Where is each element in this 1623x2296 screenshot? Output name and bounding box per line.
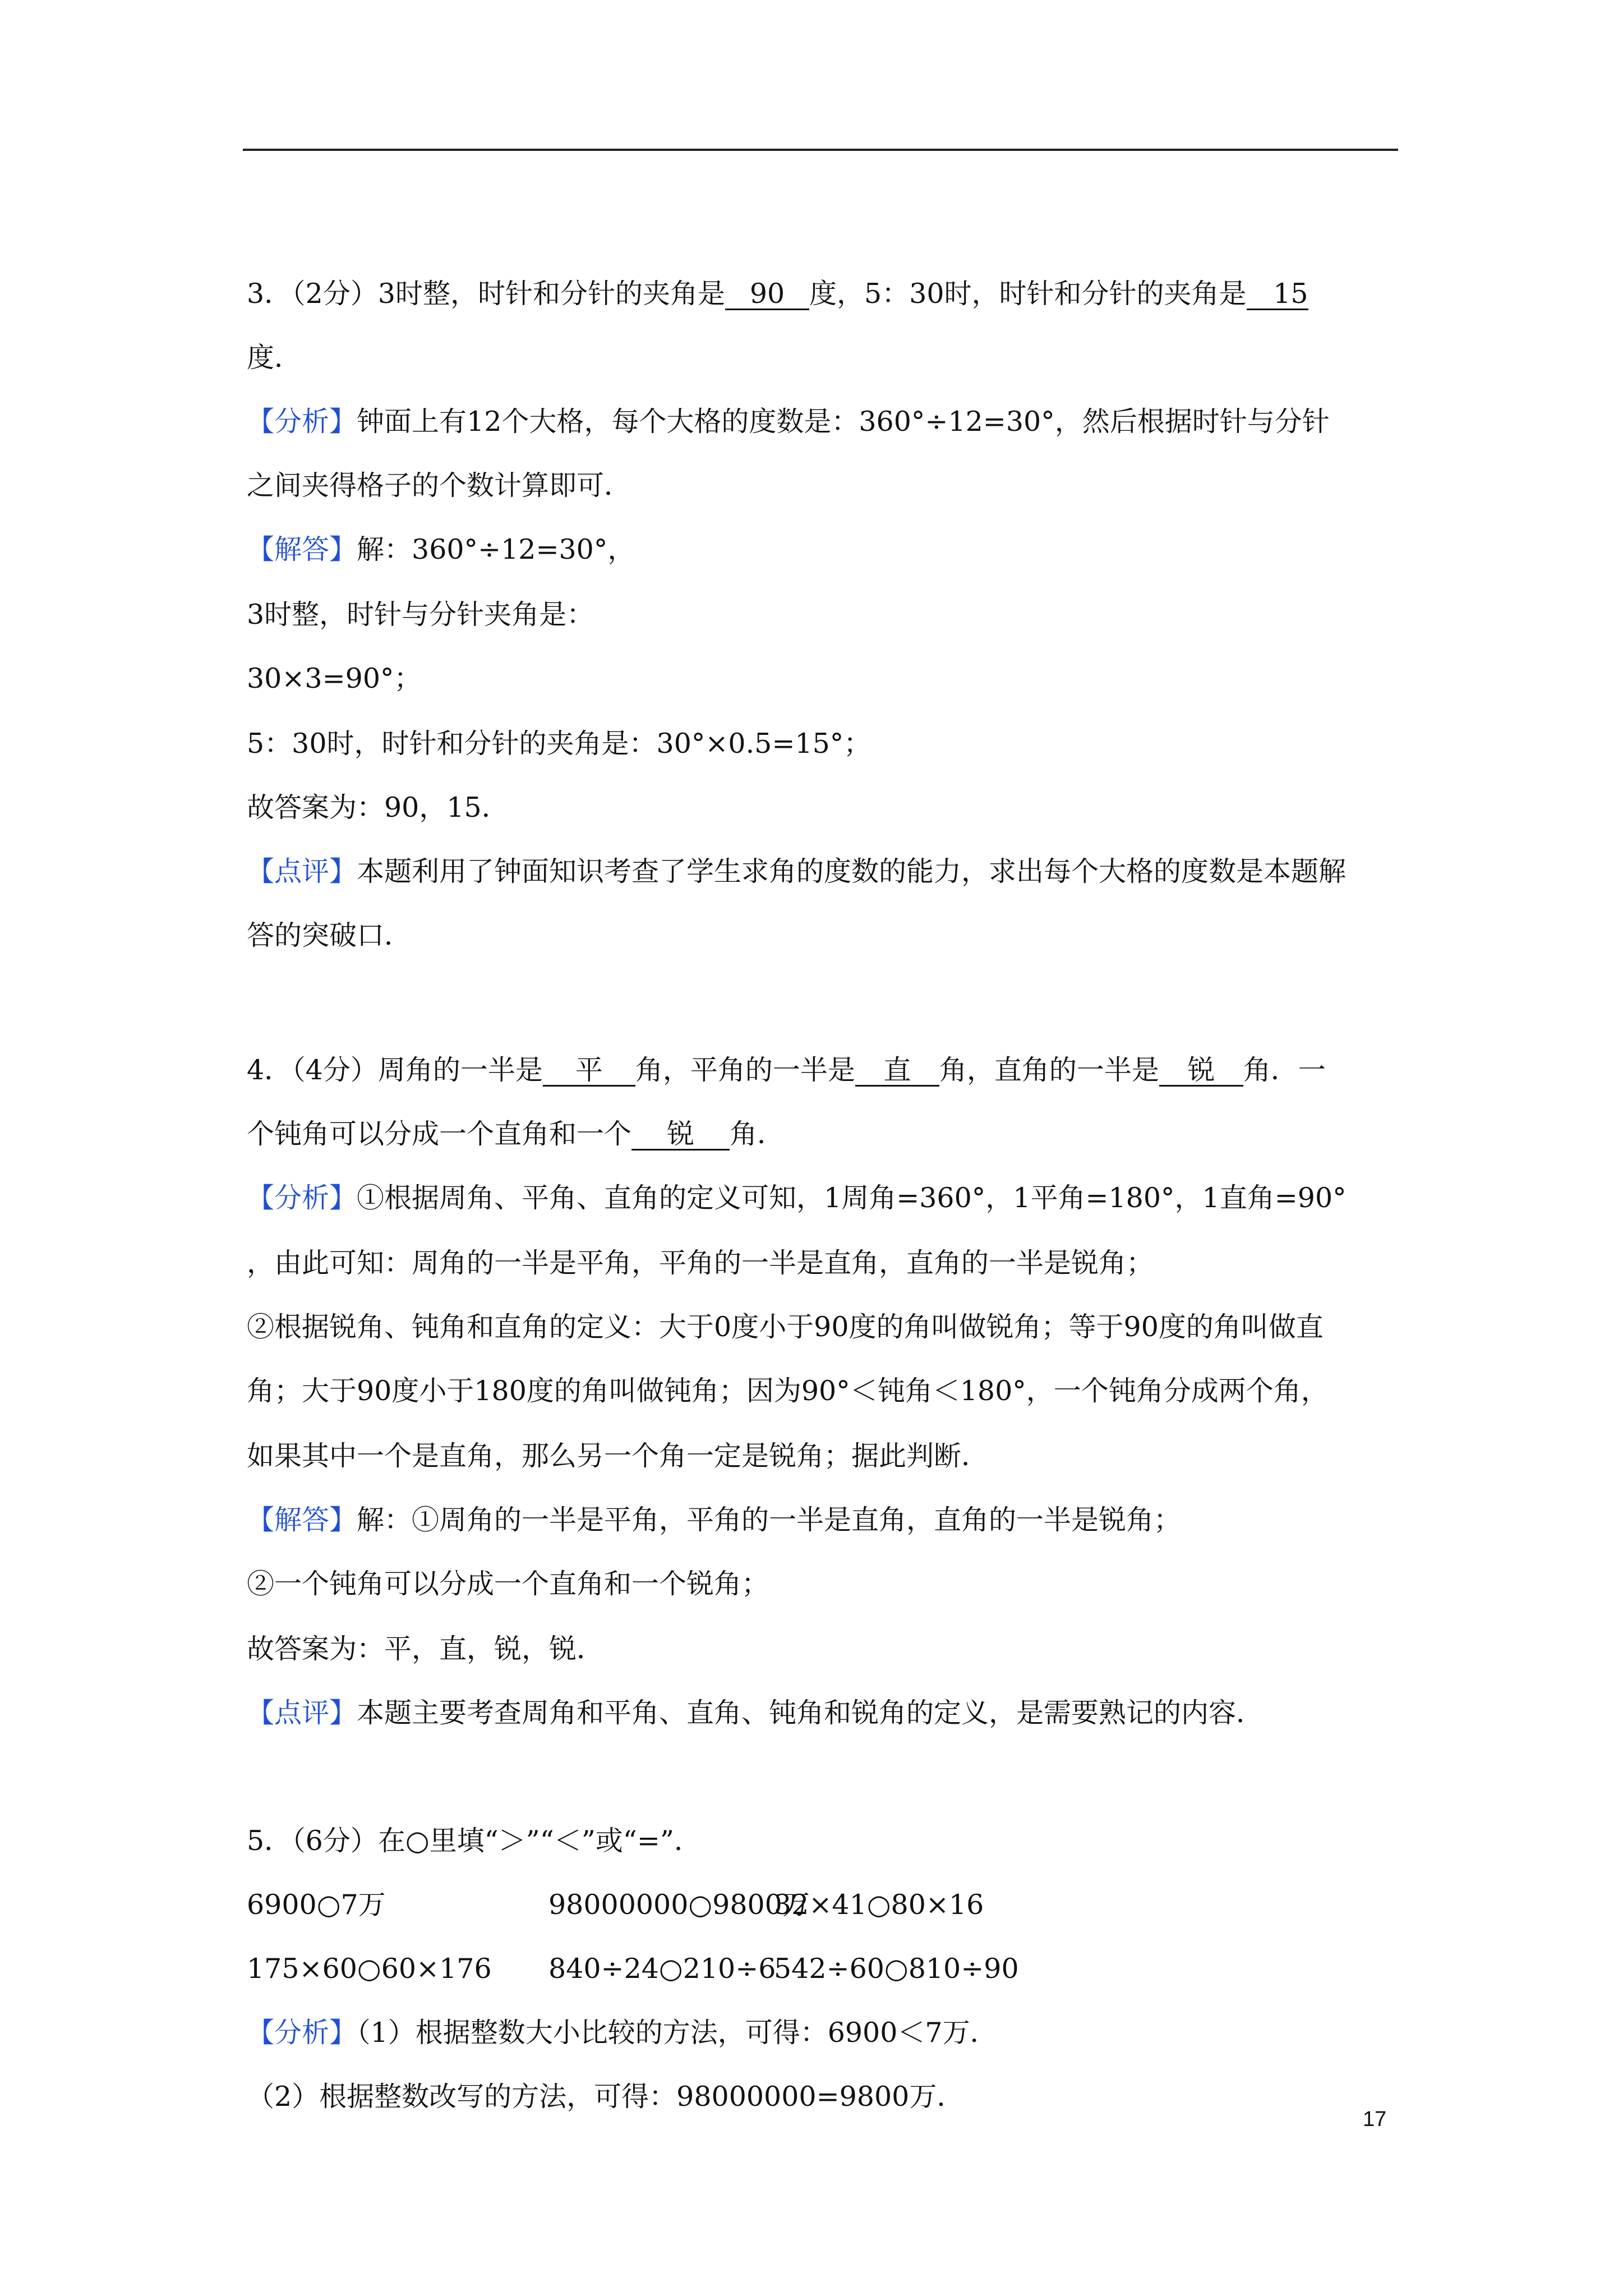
q3-stem-text: 度，5：30时，时针和分针的夹角是 (809, 278, 1247, 310)
q4-answer-blank-4: 锐 (631, 1120, 730, 1151)
header-rule (243, 149, 1398, 151)
q3-answer-blank-2: 15 (1247, 279, 1308, 310)
q3-stem-line2 (247, 341, 302, 375)
q3-solution-text: 解：360°÷12=30°， (357, 533, 635, 565)
q5-item-5: 840÷24○210÷6 (548, 1953, 776, 1985)
q3-solution-line1 (247, 533, 635, 567)
q4-solution-line3: 故答案为：平，直，锐，锐． (247, 1633, 605, 1665)
q5-item-2: 98000000○9800万 (548, 1889, 810, 1921)
q4-stem-text: 角，平角的一半是 (635, 1054, 855, 1086)
q3-analysis-line1 (247, 405, 1330, 439)
q5-analysis-line2: （2）根据整数改写的方法，可得：98000000=9800万． (247, 2081, 965, 2113)
q5-item-1: 6900○7万 (247, 1889, 386, 1921)
q4-analysis-text: ①根据周角、平角、直角的定义可知，1周角=360°，1平角=180°，1直角=90° (357, 1182, 1347, 1214)
q4-analysis-line1 (247, 1181, 1347, 1215)
solution-tag: 【解答】 (247, 1504, 357, 1536)
page-number: 17 (1363, 2108, 1387, 2131)
q4-stem-line1 (247, 1053, 1326, 1087)
q4-analysis-line4: 角；大于90度小于180度的角叫做钝角；因为90°＜钝角＜180°，一个钝角分成两个角， (247, 1375, 1329, 1407)
q4-analysis-line2: ，由此可知：周角的一半是平角，平角的一半是直角，直角的一半是锐角； (247, 1247, 1154, 1279)
q4-analysis-line3: ②根据锐角、钝角和直角的定义：大于0度小于90度的角叫做锐角；等于90度的角叫做直 (247, 1311, 1324, 1343)
q4-answer-blank-1: 平 (543, 1056, 635, 1087)
q5-item-6: 542÷60○810÷90 (774, 1953, 1019, 1985)
q3-stem-text: 3．（2分）3时整，时针和分针的夹角是 (247, 278, 726, 310)
analysis-tag: 【分析】 (247, 406, 357, 438)
q5-item-3: 32×41○80×16 (774, 1889, 984, 1921)
q3-comment-line1 (247, 855, 1346, 889)
q4-answer-blank-3: 锐 (1159, 1056, 1243, 1087)
q3-solution-line4: 5：30时，时针和分针的夹角是：30°×0.5=15°； (247, 728, 872, 760)
comment-tag: 【点评】 (247, 1697, 357, 1729)
q5-analysis-text: （1）根据整数大小比较的方法，可得：6900＜7万． (357, 2017, 998, 2049)
q4-analysis-line5: 如果其中一个是直角，那么另一个角一定是锐角；据此判断． (247, 1440, 989, 1472)
q4-comment-line1 (247, 1696, 1264, 1730)
q5-analysis-line1 (247, 2016, 998, 2050)
q3-analysis-line2: 之间夹得格子的个数计算即可． (247, 470, 632, 501)
q5-item-4: 175×60○60×176 (247, 1953, 492, 1985)
q4-stem-text: 个钝角可以分成一个直角和一个 (247, 1118, 632, 1150)
q3-comment-text: 本题利用了钟面知识考查了学生求角的度数的能力，求出每个大格的度数是本题解 (357, 855, 1347, 887)
analysis-tag: 【分析】 (247, 1182, 357, 1214)
q3-stem-text: 度． (247, 342, 302, 374)
q3-comment-line2: 答的突破口． (247, 919, 412, 951)
q3-analysis-text: 钟面上有12个大格，每个大格的度数是：360°÷12=30°，然后根据时针与分针 (357, 406, 1330, 438)
q3-solution-line3: 30×3=90°； (247, 662, 422, 694)
q3-stem-line1 (247, 277, 1308, 311)
q4-stem-text: 角，直角的一半是 (939, 1054, 1159, 1086)
q5-stem: 5．（6分）在○里填“＞”“＜”或“=”． (247, 1825, 702, 1857)
comment-tag: 【点评】 (247, 855, 357, 887)
q4-solution-line1 (247, 1503, 1181, 1537)
q4-stem-line2 (247, 1117, 785, 1151)
q3-answer-blank-1: 90 (725, 279, 809, 310)
q4-solution-text: 解：①周角的一半是平角，平角的一半是直角，直角的一半是锐角； (357, 1504, 1182, 1536)
q3-solution-line5: 故答案为：90，15． (247, 792, 509, 823)
q4-stem-text: 角． (730, 1118, 785, 1150)
solution-tag: 【解答】 (247, 533, 357, 565)
q4-stem-text: 4．（4分）周角的一半是 (247, 1054, 543, 1086)
q4-answer-blank-2: 直 (855, 1056, 939, 1087)
q4-comment-text: 本题主要考查周角和平角、直角、钝角和锐角的定义，是需要熟记的内容． (357, 1697, 1264, 1729)
analysis-tag: 【分析】 (247, 2017, 357, 2049)
q4-solution-line2: ②一个钝角可以分成一个直角和一个锐角； (247, 1568, 769, 1600)
q3-solution-line2: 3时整，时针与分针夹角是： (247, 599, 594, 631)
q4-stem-text: 角．一 (1243, 1054, 1326, 1086)
